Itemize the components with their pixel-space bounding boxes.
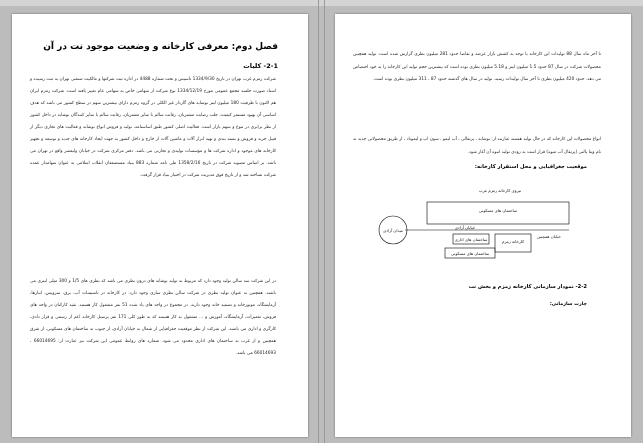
chapter-heading: فصل دوم: معرفی کارخانه و وضعیت موجود نت در آن — [43, 42, 278, 52]
page-divider-right — [324, 0, 325, 443]
map-azadi-ave: خیابان آزادی — [454, 225, 476, 230]
page-divider-left — [318, 0, 319, 443]
map-top-block-label: ساختمان های مسکونی — [478, 208, 518, 213]
map-office-label: ساختمان های اداری — [454, 237, 488, 242]
document-page-left — [12, 14, 308, 437]
document-page-right — [335, 14, 631, 437]
body-paragraph-1: شرکت زمزم غرب تهران در تاریخ 1334/9/30 تاسیس و تحت شماره 4488 در اداره ثبت شرکتها و مالکیت صنعتی تهران به ثبت رسیده و اسناد صورت جلسه مجمع عمومی مورخ 1334/12/19 نوع شرکت از سهامی خاص به سهامی عام تغییر یافته است. شرکت زمزم ایران هم اکنون با ظرفیت 180 میلیون لیتر نوشابه های گازدار غیر الکلی در گروه زمزم دارای بیشترین سهم در سطح کشور می باشد که هدف اساسی آن بهبود مستمر کیفیت، جلب رضایت مشتریان، رقابت سالم با سایر مشتریان، رقابت سالم با سایر کنندگان نوشابه در داخل کشور از نظر برابری در تنوع و سهم بازار است. فعالیت اصلی کشور طبق اساسنامه، تولید و فروش انواع نوشابه و فعالیت های تجاری دیگر از قبیل خرید و فروش و بسته بندی و تهیه ابزار آلات و ماشین آلات از خارج و داخل کشور به جهت ایجاد کارخانه های جدید و توسعه و تجهیز کارخانه های موجود و اداره شرکت ها و مؤسسات تولیدی و تجارتی می باشد. دفتر مرکزی شرکت در خیابان ولیعصر واقع در تهران می باشد. بر اساس مصوبه شرکت در تاریخ 1358/2/16 طی نامه شماره 883 بنیاد مستضعفان انقلاب اسلامی به عنوان سهامدار عمده شرکت شناخته شد و از تاریخ فوق مدیریت شرکت در اختیار بنیاد قرار گرفت. — [30, 77, 277, 178]
location-map — [335, 172, 631, 282]
map-factory-label: کارخانه زمزم — [501, 239, 525, 244]
map-top-label: نیروی کارخانه زمزم غرب — [478, 188, 522, 193]
org-chart-subheading: چارت سازمانی: — [549, 302, 587, 307]
geo-location-heading: موقعیت جغرافیایی و محل استقرار کارخانه: — [474, 164, 587, 170]
right-paragraph-2: انواع محصولات این کارخانه که در حال تولید هستند عبارتند از: نوشابه ، پرتقالی ، آب لیمو ، سون اپ و لیموناد ، از طریق محصولاتی جدید به نام ویتا پالتی (پرتقال آب میوه) قرار است به زودی تولید انبوه آن آغاز شود. — [353, 137, 601, 155]
body-paragraph-2: در این شرکت سه سالن تولید وجود دارد که مربوط به تولید نوشابه های درون بطری می باشد که بطری های 1/5 و 300 میلی لیتری می باشند. همچنین به عنوان تولید بطری در شرکت سالن بطری سازی وجود دارد. در کارخانه در تاسیسات آب، برق، سرویس، انبارها، آزمایشگاه، موتورخانه و تصفیه خانه وجود دارند. در مجموع در واحد های یاد شده 51 نفر مشغول کار هستند. بقیه کارکنان در واحد های فروش، تعمیرات، آزمایشگاه، آموزش و ... مشغول به کار هستند که به طور کلی 171 نفر پرسنل کارخانه اعم از رسمی و قرار دادی، کارگری و اداری می باشند. این شرکت از نظر موقعیت جغرافیایی از شمال به خیابان آزادی، از جنوب به ساختمان های مسکونی، از شرق همچنین و از غرب به ساختمان های اداری محدود می شود. شماره های روابط عمومی این شرکت نیز عبارت از: 66014695 ، 66014693 می باشد. — [30, 279, 277, 356]
org-chart-section-heading: 2-2- نمودار سازمانی کارخانه زمزم و بخش نت — [468, 284, 587, 290]
map-east-label: خیابان همچنین — [537, 234, 561, 239]
right-paragraph-1: تا آخر ماه سال 88 تولیدات این کارخانه با توجه به کشش بازار عرضه و تقاضا حدود 281 میلیون بطری گزارش شده است. تولید همچنین محصولات شرکت در سال 87 حدود 1.5 میلیون لیتر و 5.18 میلیون بطری بوده است که بیشترین حجم تولید این کارخانه را به خود اختصاص می دهد. حدود 420 میلیون بطری تا آخر سال تولیدات رسید. تولید در سال های گذشته حدود 87 ، 311 میلیون بطری بوده است. — [353, 52, 601, 83]
map-top-block — [427, 202, 569, 224]
viewer-toolbar-strip — [0, 0, 643, 6]
map-residential-label: ساختمان های مسکونی — [450, 251, 490, 256]
map-square-label: میدان آزادی — [383, 228, 403, 233]
section-heading: 2-1- کلیات — [243, 62, 278, 70]
